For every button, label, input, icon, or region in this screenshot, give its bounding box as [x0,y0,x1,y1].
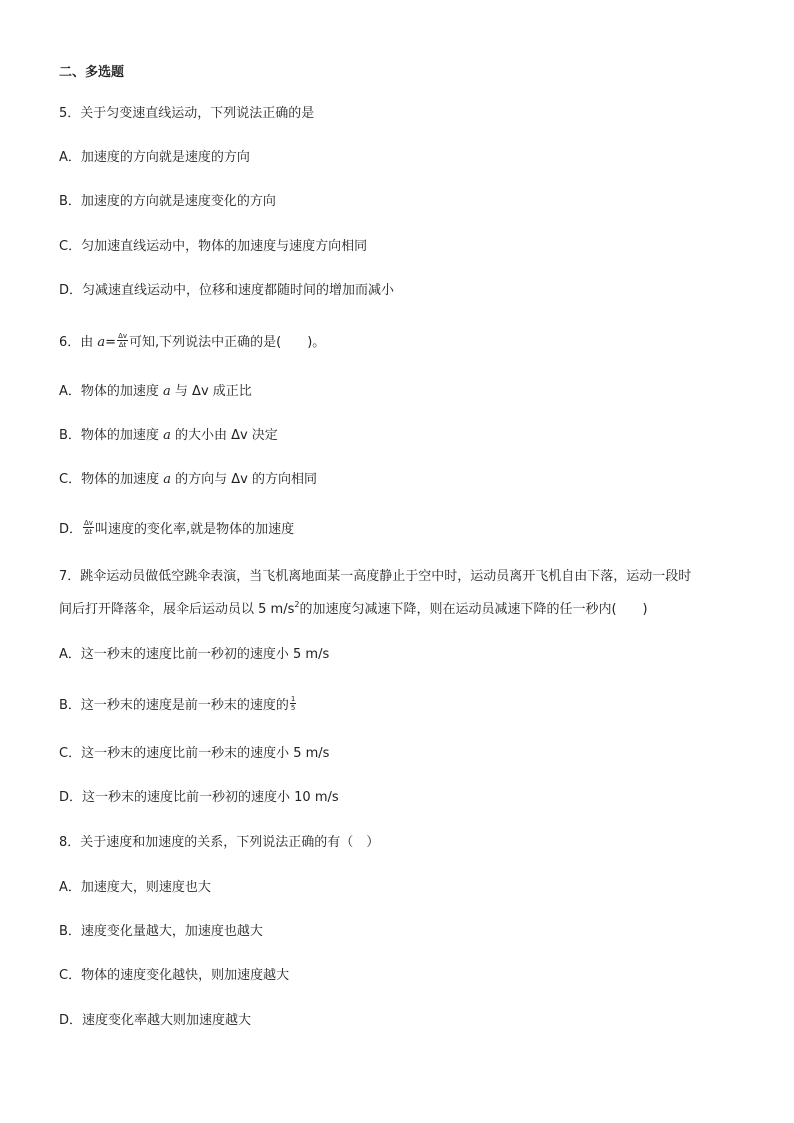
question-6-option-d [59,521,294,539]
q6-c-var: a [163,472,171,487]
question-7-stem-line2 [59,601,648,619]
question-6-option-c [59,471,317,489]
q6-d-prefix: D． [59,522,83,537]
q6-b-suffix: 的大小由 Δv 决定 [170,428,278,443]
question-7-stem-line1: 7．跳伞运动员做低空跳伞表演，当飞机离地面某一高度静止于空中时，运动员离开飞机自由下落，运动一段时 [59,569,692,584]
q6-b-prefix: B．物体的加速度 [59,428,164,443]
question-7-option-a: A．这一秒末的速度比前一秒初的速度小 5 m/s [59,647,330,662]
q6-fraction-num: Δv [118,332,128,340]
question-7-option-d: D．这一秒末的速度比前一秒初的速度小 10 m/s [59,790,339,805]
q7-b-prefix: B．这一秒末的速度是前一秒末的速度的 [59,698,289,713]
q6-stem-eq: = [105,335,117,350]
q6-d-fraction-den: Δt [84,528,93,536]
section-title: 二、多选题 [59,65,125,80]
q6-d-suffix: 叫速度的变化率,就是物体的加速度 [94,522,295,537]
question-7-option-c: C．这一秒末的速度比前一秒末的速度小 5 m/s [59,746,330,761]
q7-line2-sup: 2 [294,599,300,609]
q7-line2-suffix: 的加速度匀减速下降，则在运动员减速下降的任一秒内( ) [299,602,648,617]
q6-d-fraction [83,519,94,536]
q6-a-prefix: A．物体的加速度 [59,384,164,399]
q6-a-suffix: 与 Δv 成正比 [170,384,252,399]
question-8-option-d: D．速度变化率越大则加速度越大 [59,1013,252,1028]
question-8-option-b: B．速度变化量越大，加速度也越大 [59,924,263,939]
q7-b-fraction-den: 5 [290,704,296,712]
question-8-option-c: C．物体的速度变化越快，则加速度越大 [59,968,290,983]
question-8-option-a: A．加速度大，则速度也大 [59,880,211,895]
question-6-stem [59,334,325,352]
question-5-option-a: A．加速度的方向就是速度的方向 [59,150,250,165]
question-5-option-c: C．匀加速直线运动中，物体的加速度与速度方向相同 [59,239,368,254]
q6-c-suffix: 的方向与 Δv 的方向相同 [170,472,317,487]
q7-b-fraction [290,695,296,712]
question-7-option-b [59,697,297,715]
q7-b-fraction-num: 1 [290,695,296,703]
question-6-option-b [59,427,278,445]
q7-line2-prefix: 间后打开降落伞，展伞后运动员以 5 m/s [59,602,295,617]
question-6-option-a [59,383,252,401]
q6-stem-var: a [97,335,106,350]
q6-c-prefix: C．物体的加速度 [59,472,164,487]
q6-fraction [117,332,128,349]
q6-stem-suffix: 可知,下列说法中正确的是( )。 [129,335,326,350]
question-5-stem: 5．关于匀变速直线运动，下列说法正确的是 [59,106,315,121]
q6-stem-prefix: 6．由 [59,335,98,350]
q6-d-fraction-num: Δv [84,519,93,527]
question-8-stem: 8．关于速度和加速度的关系，下列说法正确的有（ ） [59,835,380,850]
question-5-option-b: B．加速度的方向就是速度变化的方向 [59,194,276,209]
q6-fraction-den: Δt [118,341,127,349]
question-5-option-d: D．匀减速直线运动中，位移和速度都随时间的增加而减小 [59,283,395,298]
q6-b-var: a [163,428,171,443]
q6-a-var: a [163,384,171,399]
